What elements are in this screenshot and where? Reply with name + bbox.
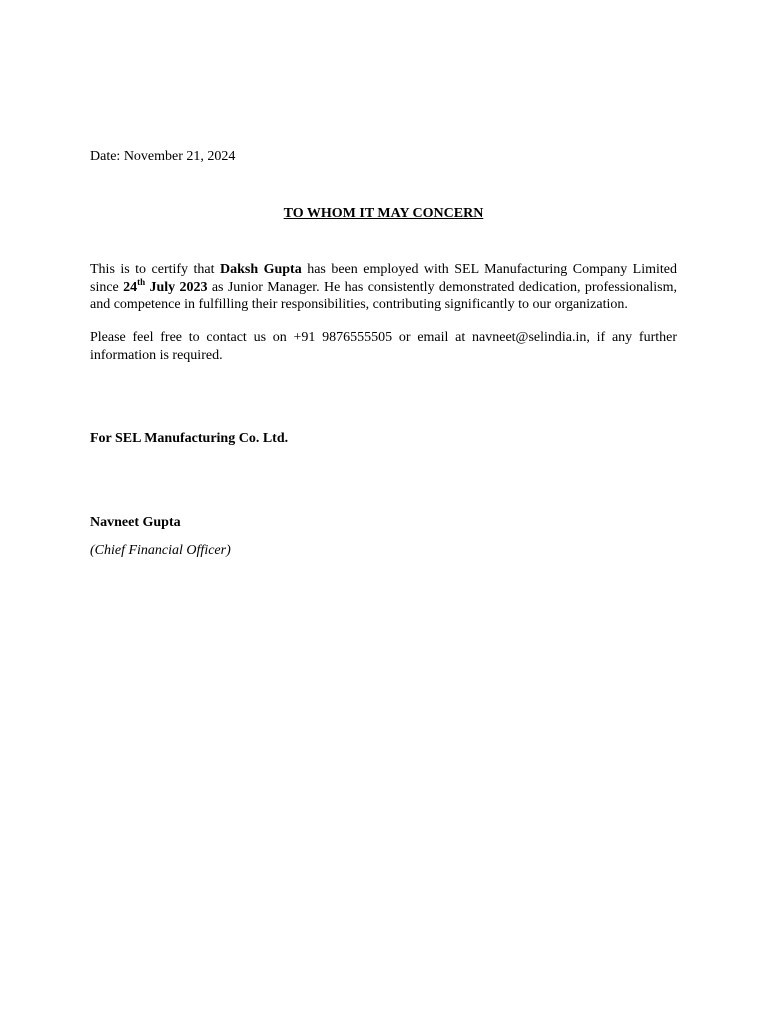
closing-company-line: For SEL Manufacturing Co. Ltd. — [90, 431, 289, 446]
start-day: 24 — [123, 279, 138, 295]
contact-paragraph: Please feel free to contact us on +91 9876555505 or email at navneet@selindia.in, if any further information is required. — [90, 330, 677, 363]
start-day-suffix: th — [137, 276, 146, 287]
employment-text: has been employed with SEL Manufacturing Company Limited since — [90, 262, 677, 295]
employee-name: Daksh Gupta — [220, 262, 302, 277]
start-month-year: July 2023 — [145, 279, 208, 295]
start-date — [123, 276, 208, 295]
certification-paragraph — [90, 261, 677, 314]
signatory-designation: (Chief Financial Officer) — [90, 543, 231, 558]
letter-date: Date: November 21, 2024 — [90, 149, 236, 164]
role-text: as Junior Manager. He has consistently demonstrated dedication, professionalism, and competence in fulfilling their responsibilities, contributing significantly to our organization. — [90, 279, 677, 312]
letter-heading: TO WHOM IT MAY CONCERN — [283, 206, 484, 221]
signatory-name: Navneet Gupta — [90, 515, 181, 530]
certification-intro: This is to certify that — [90, 262, 220, 277]
